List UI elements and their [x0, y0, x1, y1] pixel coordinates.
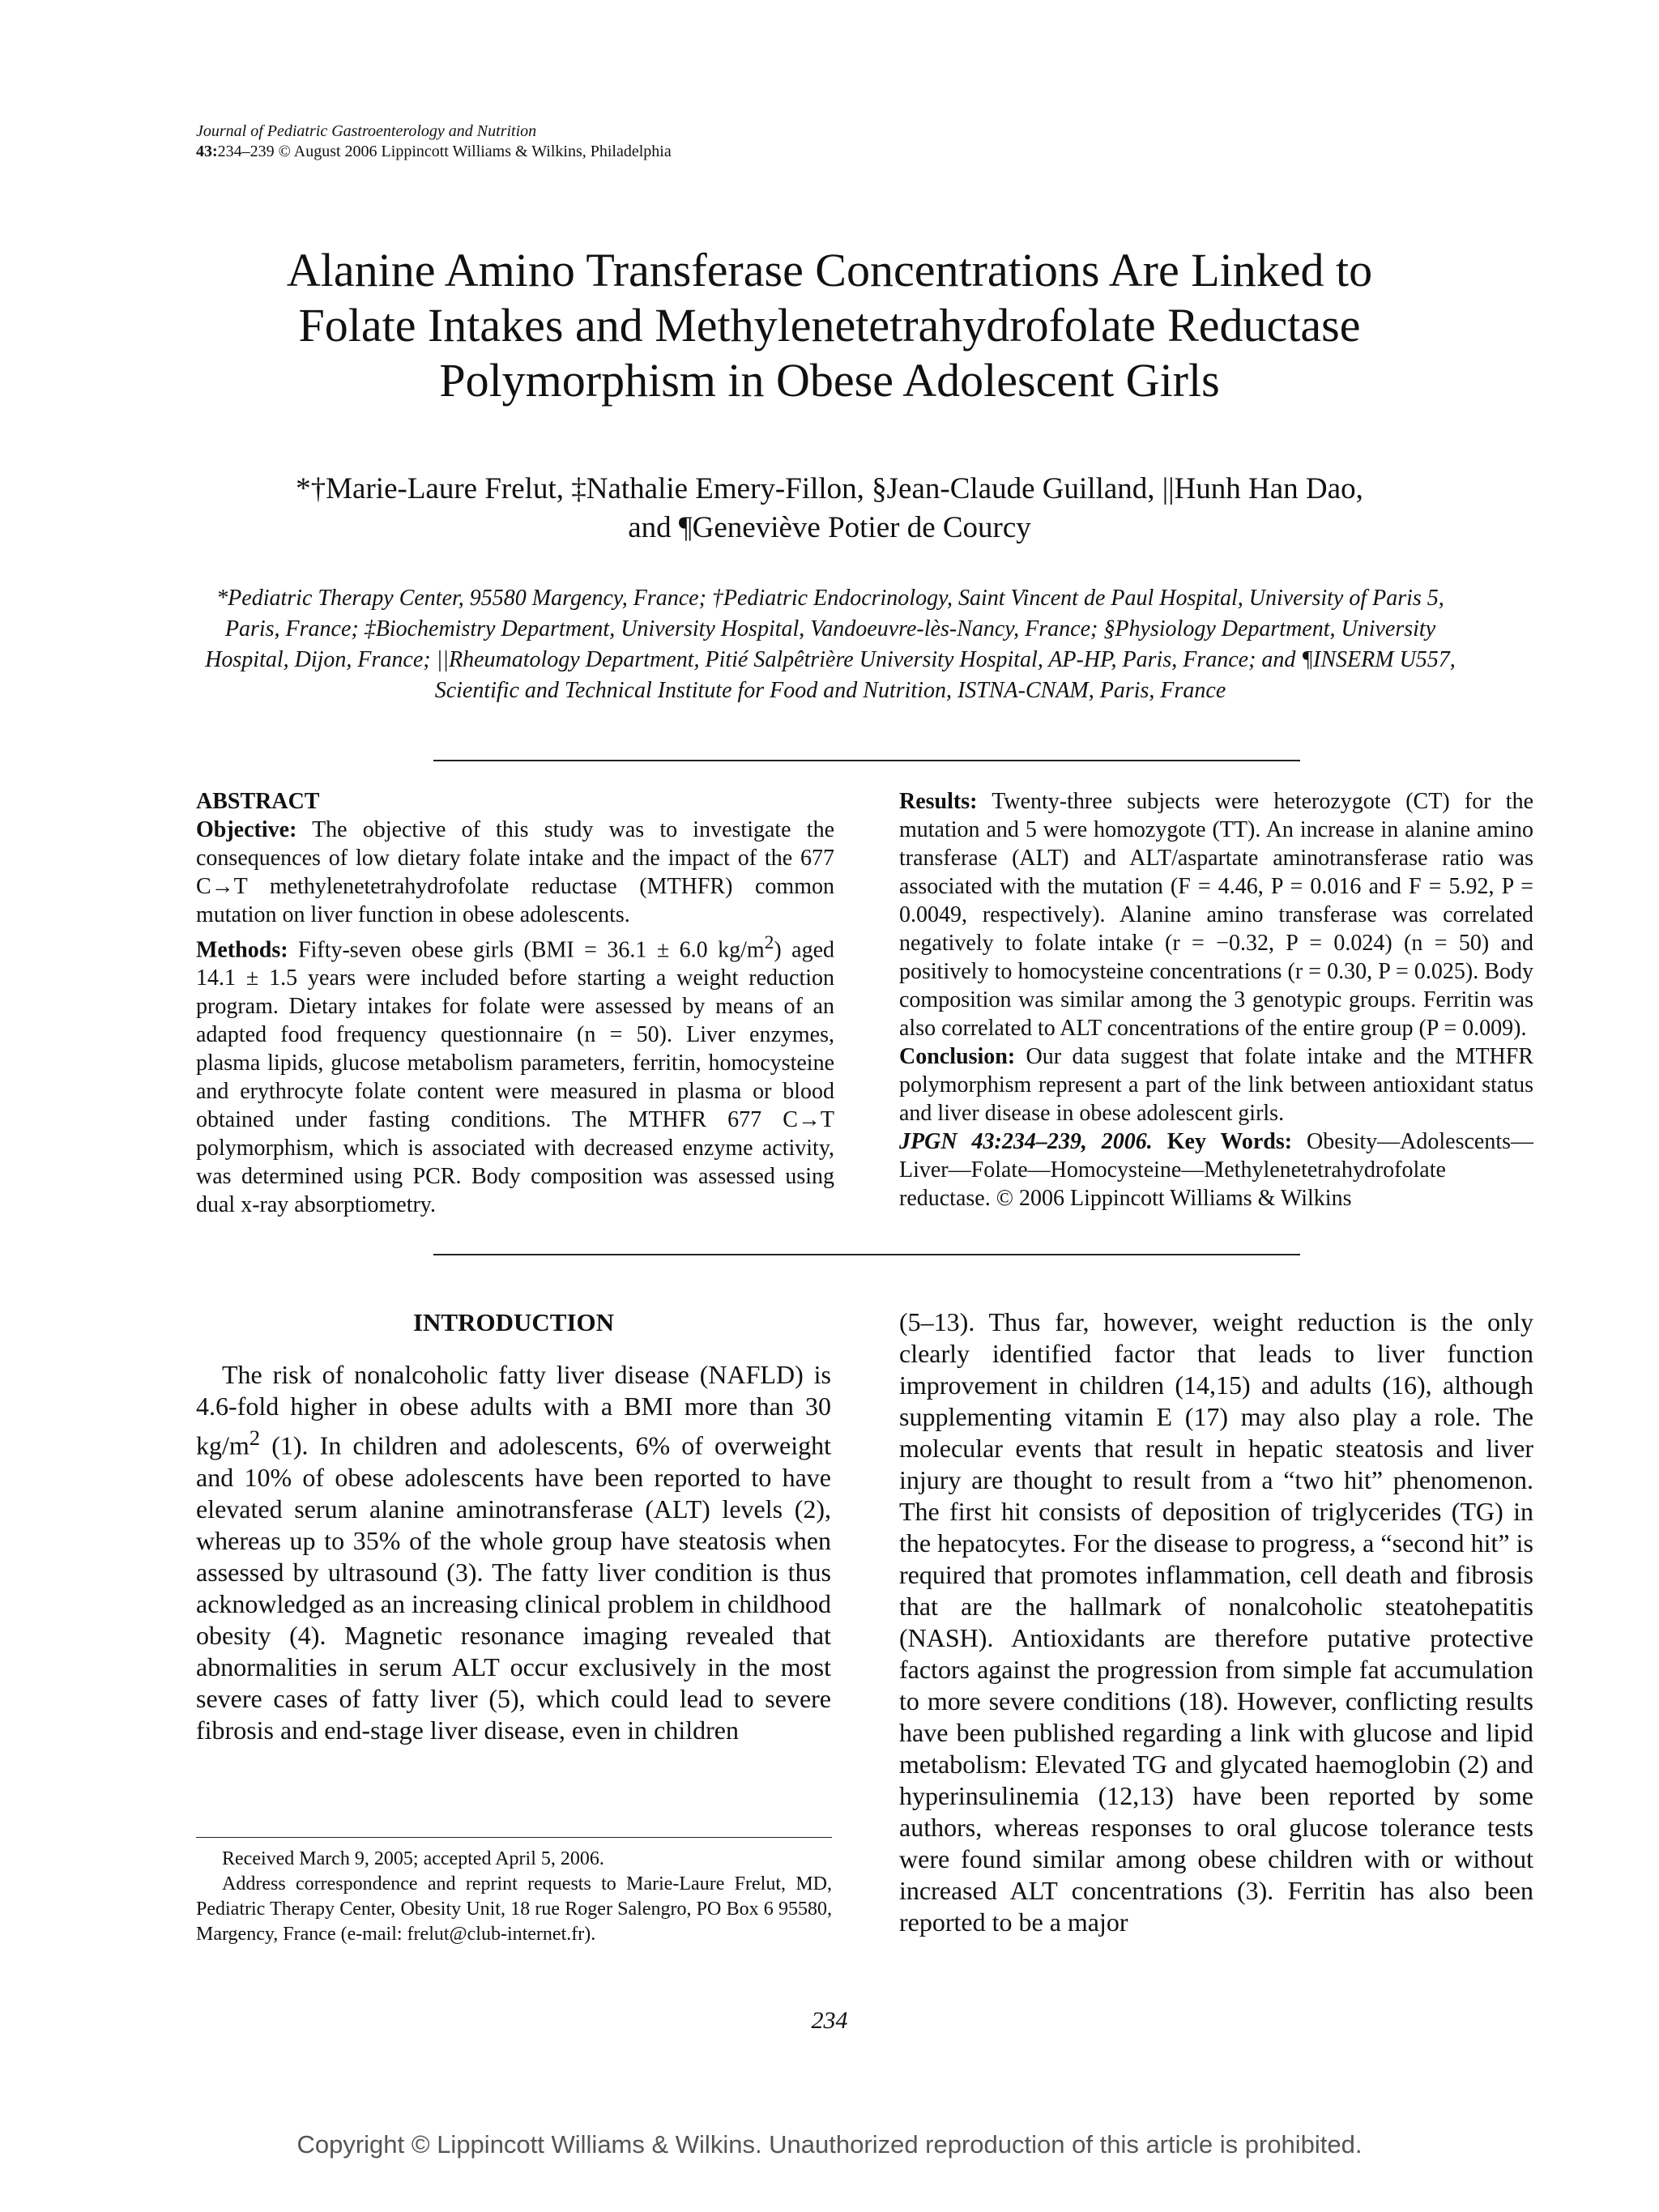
journal-name: Journal of Pediatric Gastroenterology and Nutrition: [196, 122, 537, 140]
page-number: 234: [811, 2007, 848, 2034]
author-list: [130, 470, 1529, 548]
title-line-3: Polymorphism in Obese Adolescent Girls: [439, 354, 1220, 407]
intro-left-text-a: The risk of nonalcoholic fatty liver disease (NAFLD) is 4.6-fold higher in obese adults with a BMI more than 30 kg/m: [196, 1360, 831, 1460]
abstract-top-rule: [433, 760, 1300, 761]
introduction-right-column: [899, 1306, 1533, 1938]
objective-text: The objective of this study was to investigate the consequences of low dietary folate intake and the impact of the 677 C→T methylenetetrahydrofolate reductase (MTHFR) common mutation on liver function in obese adolescents.: [196, 817, 834, 927]
objective-label: Objective:: [196, 817, 297, 842]
methods-text-b: ) aged 14.1 ± 1.5 years were included before starting a weight reduction program. Dietary intakes for folate were assessed by means of an adapted food frequency questionnaire (n = 50). Liver enzymes, plasma lipids, glucose metabolism parameters, ferritin, homocysteine and erythrocyte folate content were measured in plasma or blood obtained under fasting conditions. The MTHFR 677 C→T polymorphism, which is associated with decreased enzyme activity, was determined using PCR. Body composition was assessed using dual x-ray absorptiometry.: [196, 937, 835, 1218]
introduction-left-column: [196, 1306, 831, 1746]
citation: JPGN 43:234–239, 2006.: [899, 1129, 1153, 1154]
journal-pages: 234–239 © August 2006 Lippincott Williams & Wilkins, Philadelphia: [217, 143, 672, 160]
footnote: [196, 1847, 832, 1947]
keywords-text: Obesity—Adolescents—Liver—Folate—Homocysteine—Methylenetetrahydrofolate reductase. © 2006 Lippincott Williams & Wilkins: [899, 1129, 1533, 1211]
abstract-left-column: [196, 787, 834, 1219]
title-line-2: Folate Intakes and Methylenetetrahydrofolate Reductase: [298, 299, 1361, 352]
intro-right-text: (5–13). Thus far, however, weight reduction is the only clearly identified factor that leads to liver function improvement in children (14,15) and adults (16), although supplementing vitamin E (17) may also play a role. The molecular events that result in hepatic steatosis and liver injury are thought to result from a “two hit” phenomenon. The first hit consists of deposition of triglycerides (TG) in the hepatocytes. For the disease to progress, a “second hit” is required that promotes inflammation, cell death and fibrosis that are the hallmark of nonalcoholic steatohepatitis (NASH). Antioxidants are therefore putative protective factors against the progression from simple fat accumulation to more severe conditions (18). However, conflicting results have been published regarding a link with glucose and lipid metabolism: Elevated TG and glycated haemoglobin (2) and hyperinsulinemia (12,13) have been reported by some authors, whereas responses to oral glucose tolerance tests were found similar among obese children with or without increased ALT concentrations (3). Ferritin has also been reported to be a major: [899, 1307, 1533, 1937]
abstract-bottom-rule: [433, 1254, 1300, 1255]
introduction-heading: INTRODUCTION: [412, 1308, 615, 1336]
title-line-1: Alanine Amino Transferase Concentrations Are Linked to: [286, 244, 1373, 296]
methods-text-a: Fifty-seven obese girls (BMI = 36.1 ± 6.0 kg/m: [298, 937, 765, 963]
abstract-right-column: [899, 787, 1533, 1213]
authors-line-1: *†Marie-Laure Frelut, ‡Nathalie Emery-Fillon, §Jean-Claude Guilland, ||Hunh Han Dao,: [296, 472, 1363, 505]
journal-header: [196, 121, 672, 162]
intro-superscript: 2: [249, 1426, 261, 1450]
methods-superscript: 2: [764, 932, 774, 953]
conclusion-text: Our data suggest that folate intake and the MTHFR polymorphism represent a part of the link between antioxidant status and liver disease in obese adolescent girls.: [899, 1044, 1534, 1126]
methods-label: Methods:: [196, 937, 288, 963]
affiliations: *Pediatric Therapy Center, 95580 Margency, France; †Pediatric Endocrinology, Saint Vincent de Paul Hospital, University of Paris 5, Paris, France; ‡Biochemistry Department, University Hospital, Vandoeuvre-lès-Nancy, France; §Physiology Department, University Hospital, Dijon, France; ||Rheumatology Department, Pitié Salpêtrière University Hospital, AP-HP, Paris, France; and ¶INSERM U557, Scientific and Technical Institute for Food and Nutrition, ISTNA-CNAM, Paris, France: [205, 586, 1456, 703]
results-label: Results:: [899, 789, 978, 814]
authors-line-2: and ¶Geneviève Potier de Courcy: [628, 511, 1031, 544]
footnote-received: Received March 9, 2005; accepted April 5, 2006.: [222, 1848, 604, 1869]
journal-volume: 43:: [196, 143, 218, 160]
footnote-rule: [196, 1837, 832, 1838]
keywords-label: Key Words:: [1166, 1129, 1293, 1154]
article-title: [130, 243, 1529, 408]
conclusion-label: Conclusion:: [899, 1044, 1016, 1069]
abstract-heading: ABSTRACT: [196, 789, 320, 814]
results-text: Twenty-three subjects were heterozygote (CT) for the mutation and 5 were homozygote (TT). An increase in alanine amino transferase (ALT) and ALT/aspartate aminotransferase ratio was associated with the mutation (F = 4.46, P = 0.016 and F = 5.92, P = 0.0049, respectively). Alanine amino transferase was correlated negatively to folate intake (r = −0.32, P = 0.024) (n = 50) and positively to homocysteine concentrations (r = 0.30, P = 0.025). Body composition was similar among the 3 genotypic groups. Ferritin was also correlated to ALT concentrations of the entire group (P = 0.009).: [899, 789, 1534, 1041]
intro-left-text-b: (1). In children and adolescents, 6% of overweight and 10% of obese adolescents have been reported to have elevated serum alanine aminotransferase (ALT) levels (2), whereas up to 35% of the whole group have steatosis when assessed by ultrasound (3). The fatty liver condition is thus acknowledged as an increasing clinical problem in childhood obesity (4). Magnetic resonance imaging revealed that abnormalities in serum ALT occur exclusively in the most severe cases of fatty liver (5), which could lead to severe fibrosis and end-stage liver disease, even in children: [196, 1430, 831, 1745]
footnote-address: Address correspondence and reprint requests to Marie-Laure Frelut, MD, Pediatric Therapy Center, Obesity Unit, 18 rue Roger Salengro, PO Box 6 95580, Margency, France (e-mail: frelut@club-internet.fr).: [196, 1873, 832, 1945]
copyright-notice: Copyright © Lippincott Williams & Wilkins. Unauthorized reproduction of this article is prohibited.: [296, 2130, 1363, 2159]
